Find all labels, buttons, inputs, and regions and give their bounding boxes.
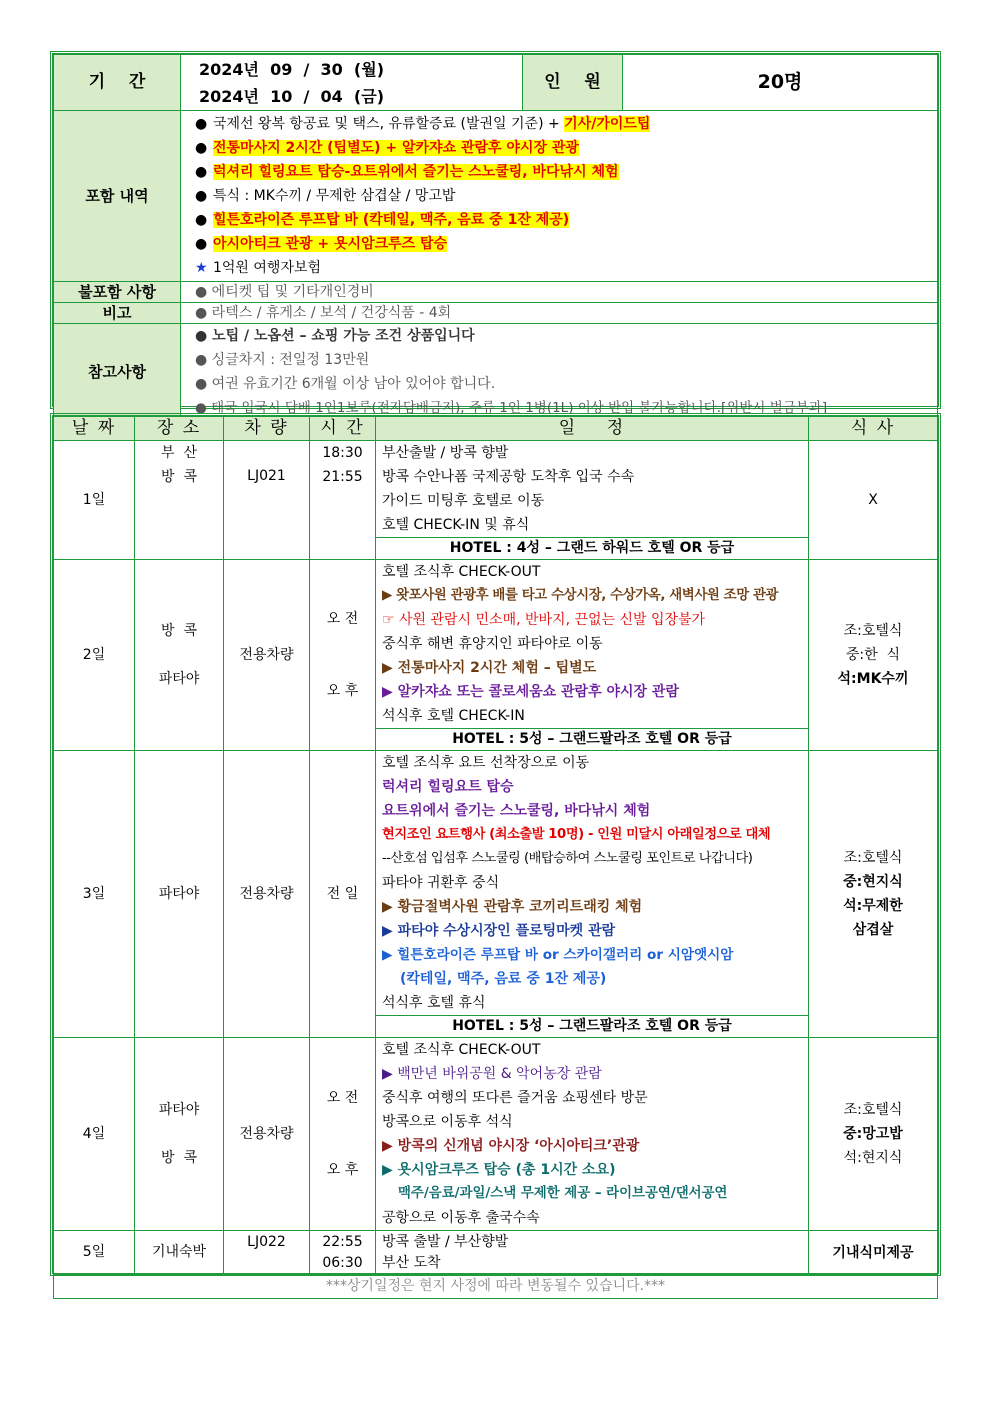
itinerary-item: ▶ 파타야 수상시장인 플로팅마켓 관람 xyxy=(382,923,616,939)
itinerary-item: 석식후 호텔 휴식 xyxy=(382,995,486,1011)
itinerary-item: 럭셔리 힐링요트 탑승 xyxy=(382,779,514,795)
hotel-info: HOTEL : 5성 – 그랜드팔라조 호텔 OR 등급 xyxy=(376,728,808,750)
notes-list xyxy=(181,324,938,421)
col-header-date: 날 짜 xyxy=(54,417,135,441)
day-meals: 기내식미제공 xyxy=(809,1231,938,1275)
day-times: 오 전 오 후 xyxy=(310,560,376,751)
itinerary-item: 부산 도착 xyxy=(382,1254,441,1271)
notes-label: 참고사항 xyxy=(54,324,181,421)
itinerary-item: (칵테일, 맥주, 음료 중 1잔 제공) xyxy=(400,971,607,987)
itinerary-item: 현지조인 요트행사 (최소출발 10명) - 인원 미달시 아래일정으로 대체 xyxy=(382,827,771,842)
itinerary-item: 공항으로 이동후 출국수속 xyxy=(382,1210,540,1226)
day-row xyxy=(54,441,938,560)
day-vehicle: LJ021 xyxy=(224,441,310,560)
people-label: 인 원 xyxy=(523,55,623,111)
note-item: ● 여권 유효기간 6개월 이상 남아 있어야 합니다. xyxy=(195,376,496,392)
day-meals: 조:호텔식 중:현지식 석:무제한 삼겹살 xyxy=(809,751,938,1038)
itinerary-item: 가이드 미팅후 호텔로 이동 xyxy=(382,493,545,509)
day-places: 방 콕 파타야 xyxy=(135,560,224,751)
day-meals: 조:호텔식 중:망고밥 석:현지식 xyxy=(809,1038,938,1231)
day-vehicle: 전용차량 xyxy=(224,1038,310,1231)
itinerary-item: 부산출발 / 방콕 향발 xyxy=(382,445,509,461)
star-icon: ★ xyxy=(195,260,208,276)
day-label: 5일 xyxy=(54,1231,135,1275)
day-times: 22:55 06:30 xyxy=(310,1231,376,1275)
col-header-vehicle: 차 량 xyxy=(224,417,310,441)
day-places: 기내숙박 xyxy=(135,1231,224,1275)
day-places: 파타야 xyxy=(135,751,224,1038)
include-item: ● 힐튼호라이즌 루프탑 바 (칵테일, 맥주, 음료 중 1잔 제공) xyxy=(195,212,570,228)
day-times: 18:30 21:55 xyxy=(310,441,376,560)
include-item: ● 국제선 왕복 항공료 및 택스, 유류할증료 (발권일 기준) + 기사/가이드팁 xyxy=(195,116,651,132)
note-item: ● 태국 입국시 담배 1인1보루(전자담배금지), 주류 1인 1병(1L) 이상 반입 불가능합니다.[위반시 벌금부과] xyxy=(195,400,828,416)
col-header-meal: 식 사 xyxy=(809,417,938,441)
schedule-table xyxy=(53,416,938,1299)
include-highlight: 기사/가이드팁 xyxy=(564,116,651,132)
itinerary-item: 중식후 해변 휴양지인 파타야로 이동 xyxy=(382,636,603,652)
include-item: ● 럭셔리 힐링요트 탑승-요트위에서 즐기는 스노쿨링, 바다낚시 체험 xyxy=(195,164,619,180)
period-end: 2024년 10 / 04 (금) xyxy=(199,86,385,106)
summary-box xyxy=(50,51,941,416)
day-vehicle: LJ022 xyxy=(224,1231,310,1275)
day-vehicle: 전용차량 xyxy=(224,751,310,1038)
itinerary-item: ▶ 힐튼호라이즌 루프탑 바 or 스카이갤러리 or 시암앳시암 xyxy=(382,947,734,963)
itinerary-item: 요트위에서 즐기는 스노쿨링, 바다낚시 체험 xyxy=(382,803,651,819)
day-times: 전 일 xyxy=(310,751,376,1038)
people-value: 20명 xyxy=(623,55,938,111)
day-vehicle: 전용차량 xyxy=(224,560,310,751)
include-item: ● 전통마사지 2시간 (팁별도) + 알카쟈쇼 관람후 야시장 관광 xyxy=(195,140,579,156)
excluded-text: ● 에티켓 팁 및 기타개인경비 xyxy=(181,282,938,303)
itinerary-item: ☞ 사원 관람시 민소매, 반바지, 끈없는 신발 입장불가 xyxy=(382,612,706,628)
day-row xyxy=(54,560,938,751)
itinerary-item: ▶ 전통마사지 2시간 체험 – 팁별도 xyxy=(382,660,597,676)
day-label: 1일 xyxy=(54,441,135,560)
hotel-info: HOTEL : 4성 – 그랜드 하워드 호텔 OR 등급 xyxy=(376,537,808,559)
schedule-box xyxy=(50,413,941,1294)
col-header-itinerary: 일 정 xyxy=(376,417,809,441)
day-items xyxy=(376,441,809,560)
itinerary-item: 맥주/음료/과일/스낵 무제한 제공 – 라이브공연/댄서공연 xyxy=(398,1186,728,1201)
itinerary-item: 방콕 출발 / 부산향발 xyxy=(382,1233,509,1250)
itinerary-item: --산호섬 입섬후 스노쿨링 (배탑승하여 스노쿨링 포인트로 나갑니다) xyxy=(382,851,753,866)
remarks-label: 비고 xyxy=(54,303,181,324)
itinerary-item: 방콕 수안나폼 국제공항 도착후 입국 수속 xyxy=(382,469,635,485)
day-times: 오 전 오 후 xyxy=(310,1038,376,1231)
itinerary-item: ▶ 황금절벽사원 관람후 코끼리트래킹 체험 xyxy=(382,899,643,915)
itinerary-item: ▶ 백만년 바위공원 & 악어농장 관람 xyxy=(382,1066,602,1082)
col-header-place: 장 소 xyxy=(135,417,224,441)
day-label: 3일 xyxy=(54,751,135,1038)
note-item: ● 싱글차지 : 전일정 13만원 xyxy=(195,352,370,368)
hotel-info: HOTEL : 5성 – 그랜드팔라조 호텔 OR 등급 xyxy=(376,1015,808,1037)
day-label: 4일 xyxy=(54,1038,135,1231)
col-header-time: 시 간 xyxy=(310,417,376,441)
day-label: 2일 xyxy=(54,560,135,751)
itinerary-item: 호텔 조식후 요트 선착장으로 이동 xyxy=(382,755,590,771)
include-item: ★ 1억원 여행자보험 xyxy=(181,256,937,280)
itinerary-item: ▶ 욧시암크루즈 탑승 (총 1시간 소요) xyxy=(382,1162,616,1178)
day-items xyxy=(376,560,809,751)
period-dates xyxy=(181,55,523,111)
day-meals: 조:호텔식 중:한 식 석:MK수끼 xyxy=(809,560,938,751)
itinerary-item: 파타야 귀환후 중식 xyxy=(382,875,500,891)
day-row xyxy=(54,1038,938,1231)
schedule-footer-note: ***상기일정은 현지 사정에 따라 변동될수 있습니다.*** xyxy=(54,1275,938,1299)
itinerary-item: ▶ 알카쟈쇼 또는 콜로세움쇼 관람후 야시장 관람 xyxy=(382,684,679,700)
include-item: ● 특식 : MK수끼 / 무제한 삼겹살 / 망고밥 xyxy=(195,188,456,204)
itinerary-item: 호텔 조식후 CHECK-OUT xyxy=(382,564,541,580)
itinerary-item: 중식후 여행의 또다른 즐거움 쇼핑센타 방문 xyxy=(382,1090,648,1106)
itinerary-item: 석식후 호텔 CHECK-IN xyxy=(382,708,525,724)
remarks-text: ● 라텍스 / 휴게소 / 보석 / 건강식품 - 4회 xyxy=(181,303,938,324)
itinerary-item: ▶ 왓포사원 관광후 배를 타고 수상시장, 수상가옥, 새벽사원 조망 관광 xyxy=(382,588,779,603)
period-label: 기 간 xyxy=(54,55,181,111)
day-row xyxy=(54,1231,938,1275)
includes-label: 포함 내역 xyxy=(54,111,181,282)
day-items xyxy=(376,1038,809,1231)
day-meals: X xyxy=(809,441,938,560)
itinerary-item: 호텔 조식후 CHECK-OUT xyxy=(382,1042,541,1058)
day-places: 부 산 방 콕 xyxy=(135,441,224,560)
period-start: 2024년 09 / 30 (월) xyxy=(199,59,385,79)
includes-list xyxy=(181,111,938,282)
itinerary-item: 방콕으로 이동후 석식 xyxy=(382,1114,513,1130)
itinerary-item: 호텔 CHECK-IN 및 휴식 xyxy=(382,517,530,533)
day-places: 파타야 방 콕 xyxy=(135,1038,224,1231)
day-row xyxy=(54,751,938,1038)
summary-table xyxy=(53,54,938,421)
excluded-label: 불포함 사항 xyxy=(54,282,181,303)
include-item: ● 아시아티크 관광 + 욧시암크루즈 탑승 xyxy=(195,236,448,252)
note-item: ● 노팁 / 노옵션 – 쇼핑 가능 조건 상품입니다 xyxy=(195,328,475,344)
itinerary-item: ▶ 방콕의 신개념 야시장 ‘아시아티크’관광 xyxy=(382,1138,640,1154)
day-items xyxy=(376,1231,809,1275)
day-items xyxy=(376,751,809,1038)
